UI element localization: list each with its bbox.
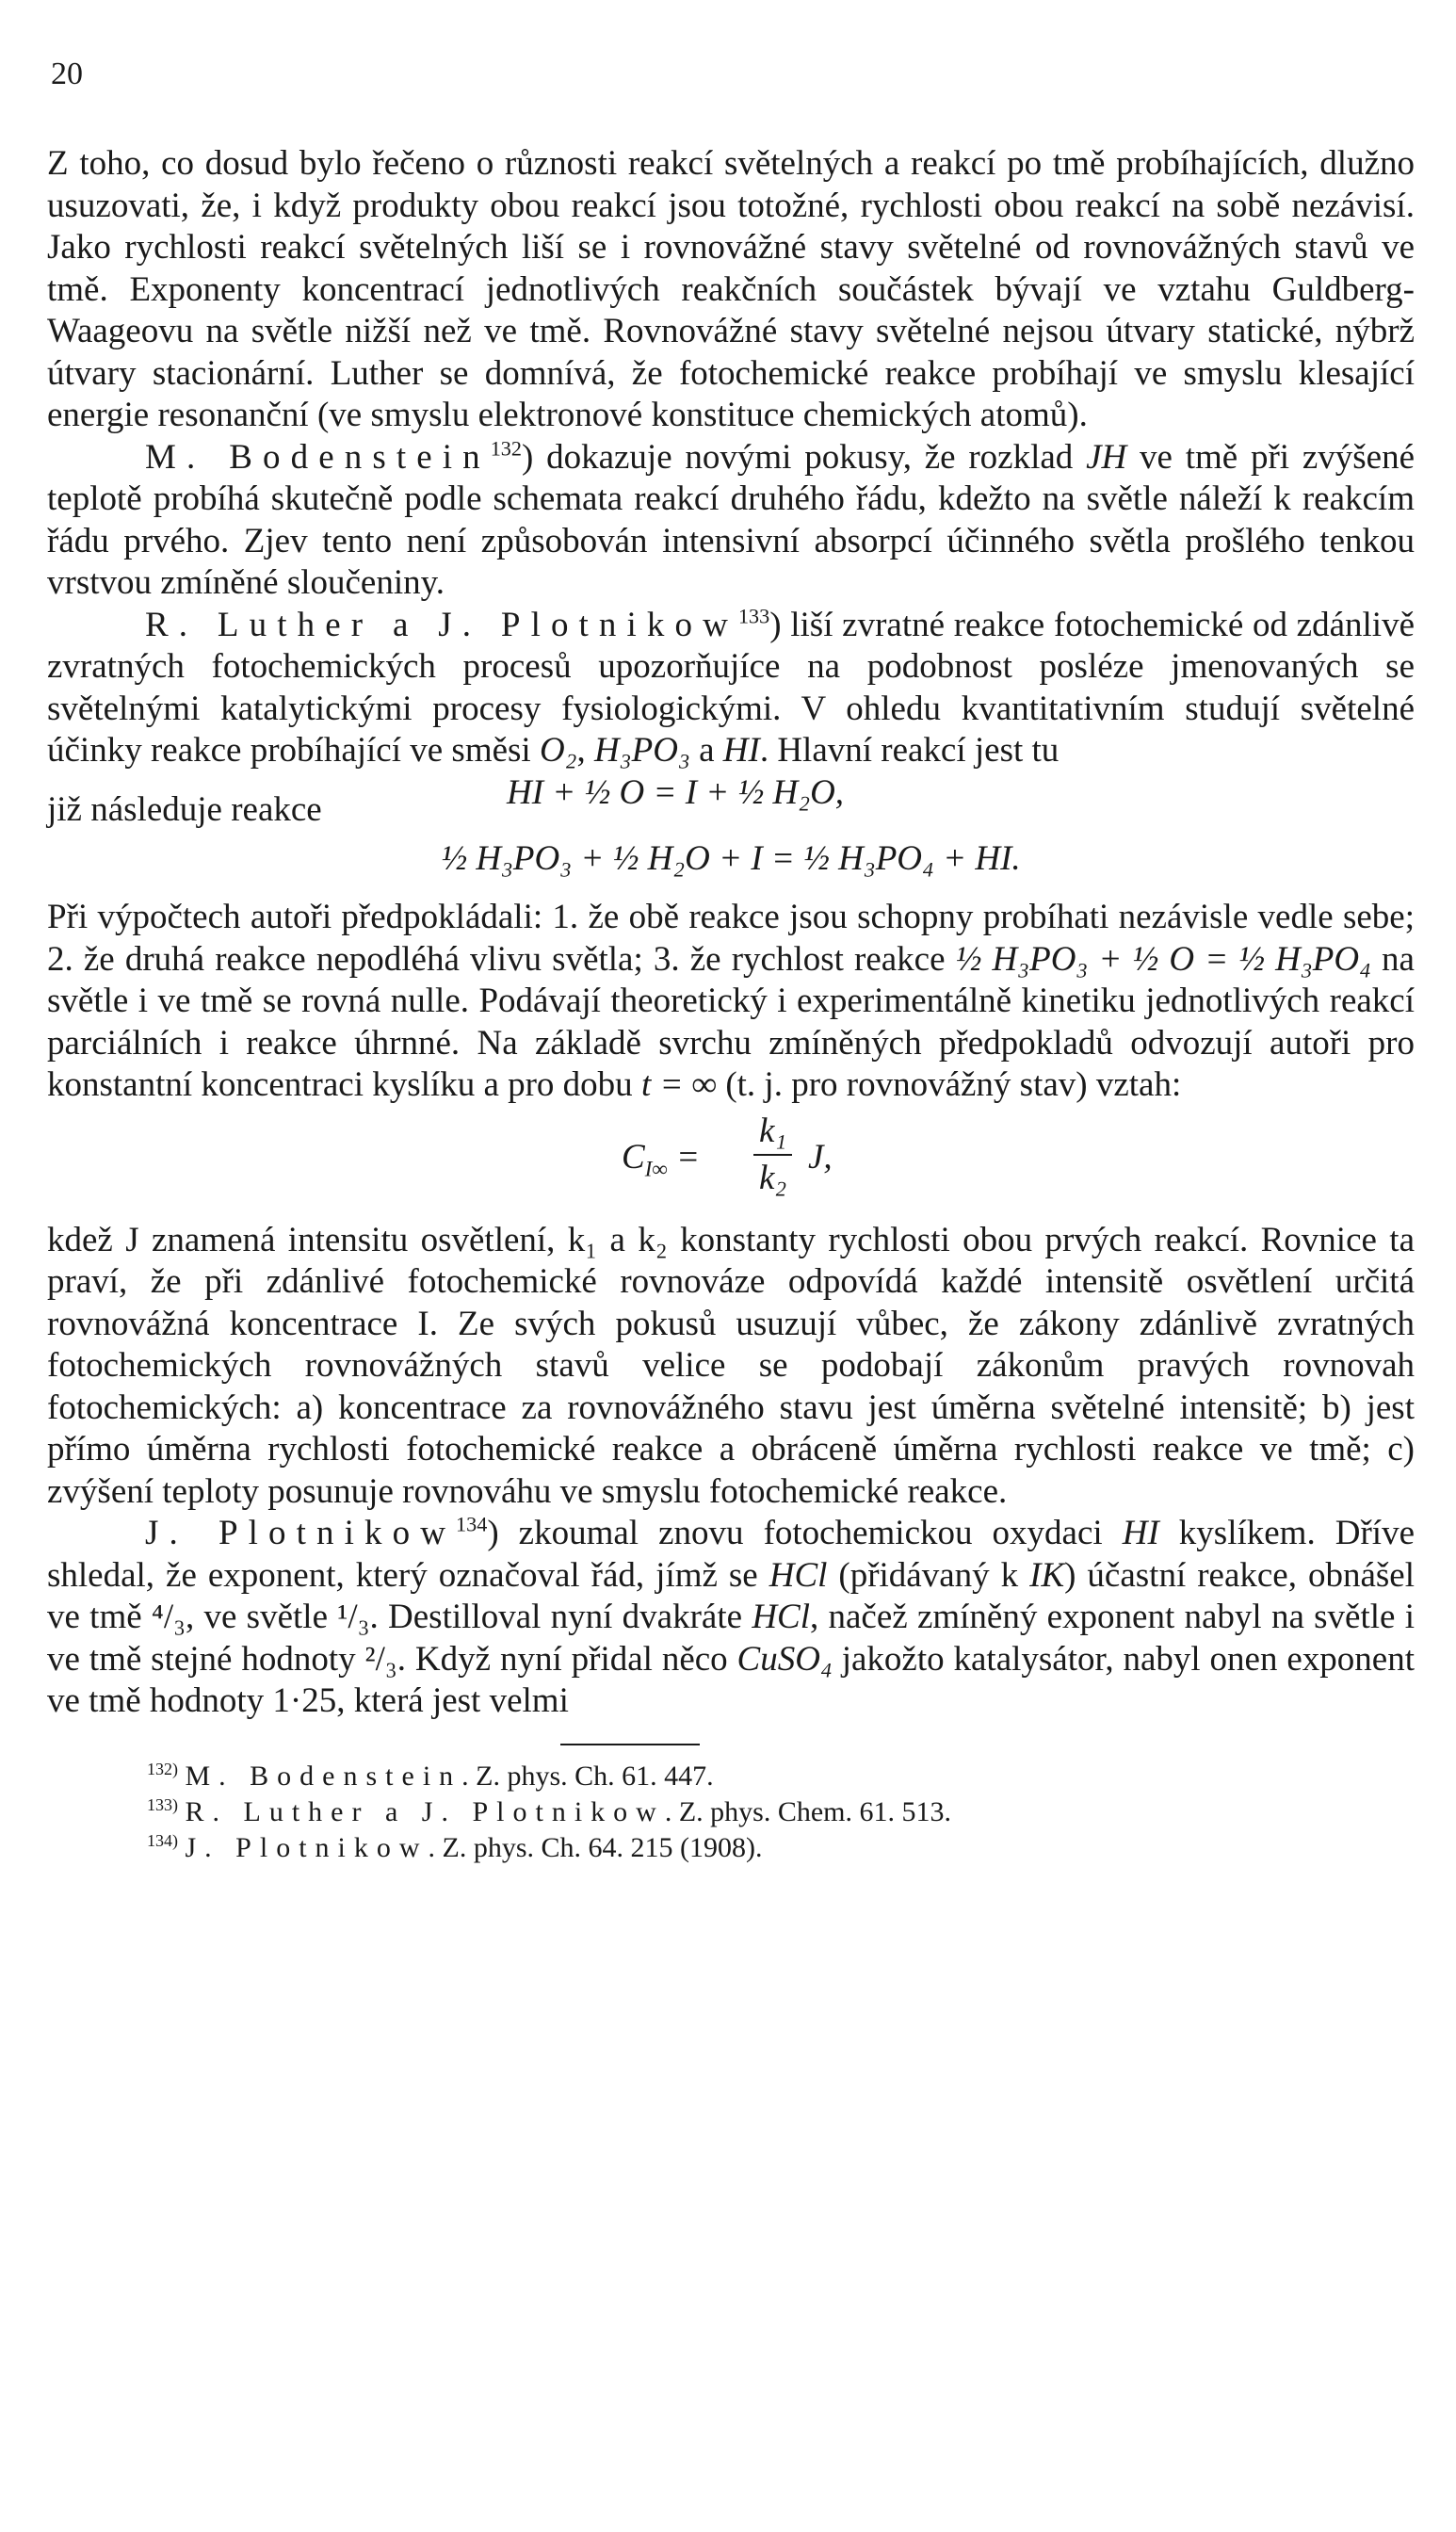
footnote: $^{134)}$ J. Plotnikow. Z. phys. Ch. 64. 215 (1908). [147, 1830, 763, 1863]
footnote: $^{132)}$ M. Bodenstein. Z. phys. Ch. 61. 447. [147, 1759, 714, 1792]
equation-lead-text: již následuje reakce [47, 789, 322, 829]
equation-3 [47, 1109, 1415, 1214]
equation-1: HI + ½ O = I + ½ H₂O, [507, 772, 845, 812]
author-name: J. Plotnikow [145, 1514, 457, 1552]
equation-3-lhs: $C_{I\infty}$ = [622, 1137, 700, 1180]
paragraph-5: kdež J znamená intensitu osvětlení, k₁ a k₂ konstanty rychlosti obou prvých reakcí. Rovnice ta praví, že při zdánlivé fotochemické rovnováze odpovídá každé intensitě osvětlení určitá rovnovážná koncentrace I. Ze svých pokusů usuzují vůbec, že zákony zdánlivě zvratných fotochemických rovnovážných stavů velice se podobají zákonům pravých rovnovah fotochemických: a) koncentrace za rovnovážného stavu jest úměrna světelné intensitě; b) jest přímo úměrna rychlosti fotochemické reakce a obráceně úměrna rychlosti reakce ve tmě; c) zvýšení teploty posunuje rovnováhu ve smyslu fotochemické reakce. [47, 1220, 1415, 1511]
fraction-numerator: k₁ [753, 1109, 792, 1156]
author-name: M. Bodenstein [145, 437, 491, 477]
paragraph-1: Z toho, co dosud bylo řečeno o různosti reakcí světelných a reakcí po tmě probíhajících, dlužno usuzovati, že, i když produkty obou reakcí jsou totožné, rychlosti obou reakcí na sobě nezávisí. Jako rychlosti reakcí světelných liší se i rovnovážné stavy světelné od rovnovážných stavů ve tmě. Exponenty koncentrací jednotlivých reakčních součástek bývají ve vztahu Guldberg-Waageovu na světle nižší než ve tmě. Rovnovážné stavy světelné nejsou útvary statické, nýbrž útvary stacionární. Luther se domnívá, že fotochemické reakce probíhají ve smyslu klesající energie resonanční (ve smyslu elektronové konstituce chemických atomů). [47, 144, 1415, 434]
author-name: R. Luther a J. Plotnikow [145, 605, 738, 644]
paragraph-4: Při výpočtech autoři předpokládali: 1. že obě reakce jsou schopny probíhati nezávisle vedle sebe; 2. že druhá reakce nepodléhá vlivu světla; 3. že rychlost reakce ½ H₃PO₃ + ½ O = ½ H₃PO₄ na světle i ve tmě se rovná nulle. Podávají theoretický i experimentálně kinetiku jednotlivých reakcí parciálních i reakce úhrnné. Na základě svrchu zmíněných předpokladů odvozují autoři pro konstantní koncentraci kyslíku a pro dobu t = ∞ (t. j. pro rovnovážný stav) vztah: [47, 898, 1415, 1104]
fraction-denominator: k₂ [759, 1158, 787, 1197]
footnote-ref: 132 [490, 436, 522, 461]
equation-3-fraction [753, 1109, 792, 1201]
paragraph-3: R. Luther a J. Plotnikow$^{133}$) liší zvratné reakce fotochemické od zdánlivě zvratných fotochemických procesů upozorňujíce na podobnost posléze jmenovaných se světelnými katalytickými procesy fysiologickými. V ohledu kvantitativním studují světelné účinky reakce probíhající ve směsi O₂, H₃PO₃ a HI. Hlavní reakcí jest tu [47, 604, 1415, 770]
equation-1-row [47, 772, 1415, 827]
paragraph-2: M. Bodenstein$^{132}$) dokazuje novými pokusy, že rozklad JH ve tmě při zvýšené teplotě probíhá skutečně podle schemata reakcí druhého řádu, kdežto na světle náleží k reakcím řádu prvého. Zjev tento není způsobován intensivní absorpcí účinného světla prošlého tenkou vrstvou zmíněné sloučeniny. [47, 436, 1415, 602]
footnote-ref: 134 [456, 1512, 488, 1536]
footnote-ref: 133 [737, 604, 770, 628]
equation-3-rhs: J, [808, 1137, 833, 1177]
page [47, 57, 1415, 1866]
page-number: 20 [51, 57, 83, 91]
footnote-separator [560, 1744, 700, 1745]
paragraph-6: J. Plotnikow$^{134}$) zkoumal znovu fotochemickou oxydaci HI kyslíkem. Dříve shledal, že exponent, který označoval řád, jímž se HCl (přidávaný k IK) účastní reakce, obnášel ve tmě ⁴/₃, ve světle ¹/₃. Destilloval nyní dvakráte HCl, načež zmíněný exponent nabyl na světle i ve tmě stejné hodnoty ²/₃. Když nyní přidal něco CuSO₄ jakožto katalysátor, nabyl onen exponent ve tmě hodnoty 1·25, která jest velmi [47, 1512, 1415, 1720]
equation-2: ½ H₃PO₃ + ½ H₂O + I = ½ H₃PO₄ + HI. [441, 838, 1021, 878]
footnote: $^{133)}$ R. Luther a J. Plotnikow. Z. phys. Chem. 61. 513. [147, 1794, 951, 1827]
